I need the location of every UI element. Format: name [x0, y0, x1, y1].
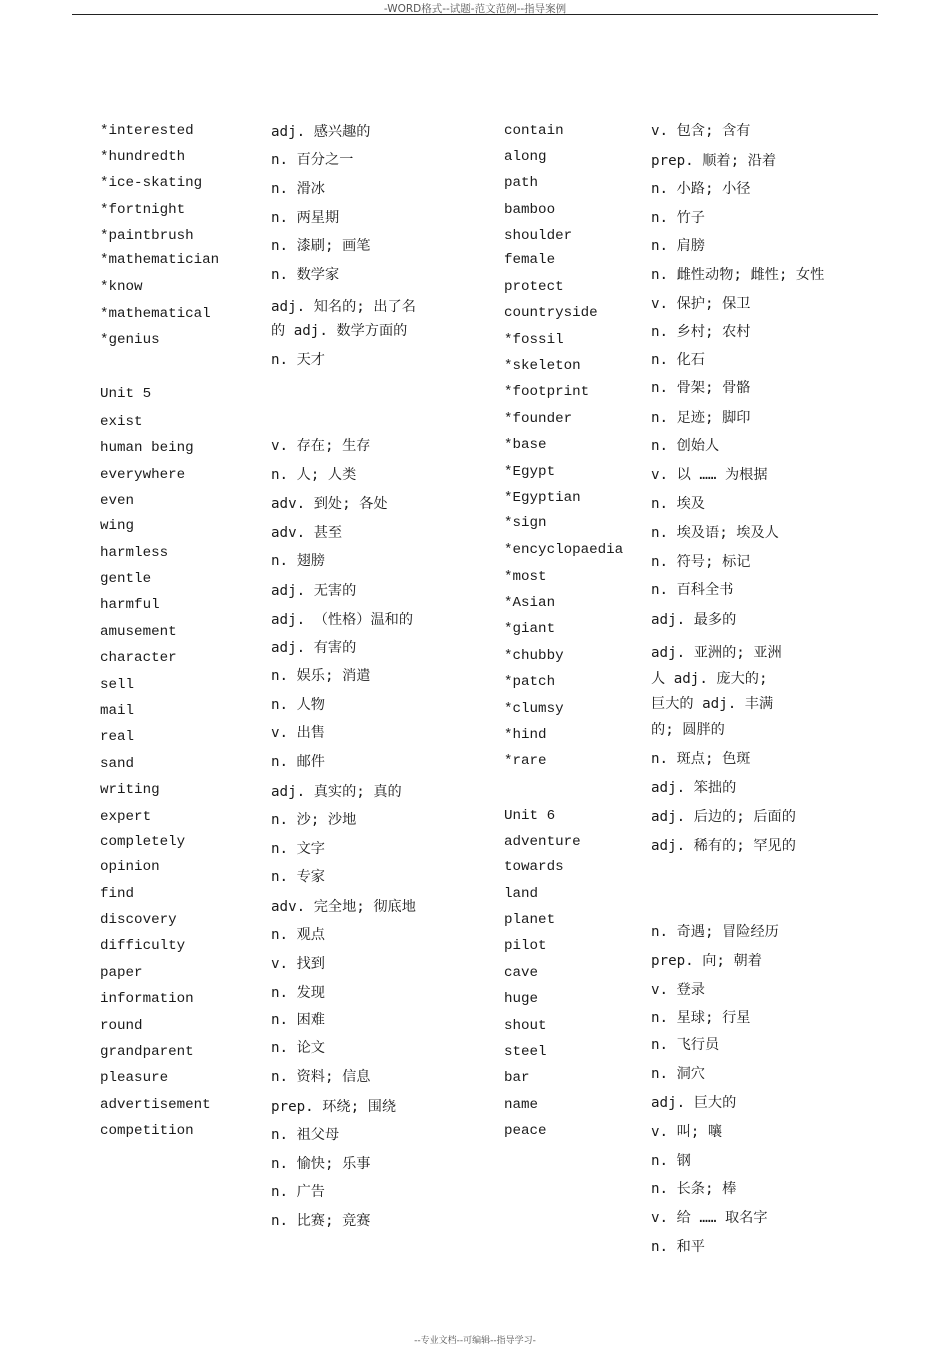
- vocab-definition: n. 洞穴: [651, 1066, 705, 1082]
- vocab-word: bar: [504, 1070, 530, 1086]
- vocab-word: steel: [504, 1044, 547, 1060]
- vocab-definition: n. 雌性动物; 雌性; 女性: [651, 267, 825, 283]
- vocab-word: even: [100, 493, 135, 509]
- vocab-word: *paintbrush: [100, 228, 194, 244]
- vocab-definition: n. 乡村; 农村: [651, 324, 751, 340]
- vocab-word: *clumsy: [504, 701, 564, 717]
- vocab-definition: n. 文字: [271, 841, 325, 857]
- vocab-definition: n. 钢: [651, 1153, 691, 1169]
- vocab-word: land: [504, 886, 539, 902]
- vocab-word: everywhere: [100, 467, 186, 483]
- vocab-definition: 巨大的 adj. 丰满: [651, 696, 774, 712]
- vocab-definition: n. 翅膀: [271, 553, 325, 569]
- vocab-definition: adv. 甚至: [271, 525, 343, 541]
- vocab-definition: n. 足迹; 脚印: [651, 410, 751, 426]
- vocab-definition: n. 广告: [271, 1184, 325, 1200]
- vocab-word: *hind: [504, 727, 547, 743]
- vocab-word: huge: [504, 991, 539, 1007]
- vocab-word: information: [100, 991, 194, 1007]
- vocab-definition: n. 论文: [271, 1040, 325, 1056]
- vocab-word: *mathematical: [100, 306, 211, 322]
- vocab-word: *giant: [504, 621, 556, 637]
- vocab-definition: n. 祖父母: [271, 1127, 340, 1143]
- vocab-word: grandparent: [100, 1044, 194, 1060]
- vocab-definition: v. 找到: [271, 956, 325, 972]
- vocab-definition: n. 人物: [271, 697, 325, 713]
- vocab-word: name: [504, 1097, 539, 1113]
- vocab-word: *founder: [504, 411, 573, 427]
- vocab-word: round: [100, 1018, 143, 1034]
- vocab-word: advertisement: [100, 1097, 211, 1113]
- page-header: [0, 0, 950, 15]
- vocab-word: contain: [504, 123, 564, 139]
- vocab-word: planet: [504, 912, 556, 928]
- vocab-word: peace: [504, 1123, 547, 1139]
- vocab-word: shout: [504, 1018, 547, 1034]
- vocab-definition: adj. 稀有的; 罕见的: [651, 838, 796, 854]
- vocab-word: human being: [100, 440, 194, 456]
- vocab-word: Unit 6: [504, 808, 556, 824]
- vocab-definition: adj. 笨拙的: [651, 780, 737, 796]
- vocab-definition: adj. 有害的: [271, 640, 357, 656]
- vocab-word: bamboo: [504, 202, 556, 218]
- vocab-word: shoulder: [504, 228, 573, 244]
- vocab-definition: n. 奇遇; 冒险经历: [651, 924, 779, 940]
- page-footer: [0, 1333, 950, 1346]
- vocab-definition: adj. 知名的; 出了名: [271, 299, 416, 315]
- vocab-word: expert: [100, 809, 152, 825]
- vocab-word: along: [504, 149, 547, 165]
- vocab-definition: n. 漆刷; 画笔: [271, 238, 371, 254]
- vocab-definition: prep. 向; 朝着: [651, 953, 762, 969]
- vocab-word: countryside: [504, 305, 598, 321]
- vocab-definition: n. 创始人: [651, 438, 720, 454]
- vocab-definition: n. 长条; 棒: [651, 1181, 737, 1197]
- vocab-word: harmful: [100, 597, 160, 613]
- vocab-definition: adj. 亚洲的; 亚洲: [651, 645, 782, 661]
- vocab-word: *rare: [504, 753, 547, 769]
- vocab-word: adventure: [504, 834, 581, 850]
- vocab-word: path: [504, 175, 539, 191]
- vocab-definition: v. 保护; 保卫: [651, 296, 751, 312]
- vocab-definition: adj. 最多的: [651, 612, 737, 628]
- vocab-word: exist: [100, 414, 143, 430]
- vocab-word: real: [100, 729, 135, 745]
- vocab-word: *Asian: [504, 595, 556, 611]
- vocab-definition: n. 天才: [271, 352, 325, 368]
- vocab-word: writing: [100, 782, 160, 798]
- vocab-definition: adj. （性格）温和的: [271, 612, 414, 628]
- vocab-word: Unit 5: [100, 386, 152, 402]
- vocab-definition: 的; 圆胖的: [651, 722, 725, 738]
- vocab-definition: 人 adj. 庞大的;: [651, 671, 768, 687]
- vocab-word: *Egypt: [504, 464, 556, 480]
- vocab-definition: n. 比赛; 竞赛: [271, 1213, 371, 1229]
- vocab-definition: v. 出售: [271, 725, 325, 741]
- vocab-word: *ice-skating: [100, 175, 203, 191]
- vocab-definition: n. 人; 人类: [271, 467, 357, 483]
- vocab-word: difficulty: [100, 938, 186, 954]
- vocab-definition: n. 星球; 行星: [651, 1010, 751, 1026]
- vocab-definition: prep. 环绕; 围绕: [271, 1099, 397, 1115]
- vocab-word: cave: [504, 965, 539, 981]
- vocab-definition: n. 符号; 标记: [651, 554, 751, 570]
- vocab-definition: n. 发现: [271, 985, 325, 1001]
- vocab-definition: n. 斑点; 色斑: [651, 751, 751, 767]
- vocab-definition: n. 愉快; 乐事: [271, 1156, 371, 1172]
- vocab-word: harmless: [100, 545, 169, 561]
- vocab-definition: n. 和平: [651, 1239, 705, 1255]
- vocab-word: sand: [100, 756, 135, 772]
- vocab-word: *sign: [504, 515, 547, 531]
- header-rule: [72, 14, 878, 15]
- vocab-definition: v. 叫; 嚷: [651, 1124, 723, 1140]
- vocab-word: discovery: [100, 912, 177, 928]
- vocab-definition: 的 adj. 数学方面的: [271, 323, 408, 339]
- vocab-word: *footprint: [504, 384, 590, 400]
- vocab-word: competition: [100, 1123, 194, 1139]
- vocab-definition: v. 包含; 含有: [651, 123, 751, 139]
- vocab-definition: n. 资料; 信息: [271, 1069, 371, 1085]
- vocab-word: *chubby: [504, 648, 564, 664]
- header-text: -WORD格式--试题-范文范例--指导案例: [383, 3, 567, 15]
- vocab-word: *most: [504, 569, 547, 585]
- vocab-definition: n. 百分之一: [271, 152, 354, 168]
- vocab-definition: adj. 无害的: [271, 583, 357, 599]
- vocab-word: *skeleton: [504, 358, 581, 374]
- vocab-word: pleasure: [100, 1070, 169, 1086]
- vocab-word: amusement: [100, 624, 177, 640]
- vocab-definition: v. 登录: [651, 982, 705, 998]
- vocab-definition: n. 百科全书: [651, 582, 734, 598]
- vocab-word: *fortnight: [100, 202, 186, 218]
- vocab-definition: n. 娱乐; 消遣: [271, 668, 371, 684]
- vocab-word: find: [100, 886, 135, 902]
- vocab-word: *patch: [504, 674, 556, 690]
- vocab-word: mail: [100, 703, 135, 719]
- vocab-word: sell: [100, 677, 135, 693]
- vocab-definition: n. 骨架; 骨骼: [651, 380, 751, 396]
- vocab-definition: n. 竹子: [651, 210, 705, 226]
- vocab-word: gentle: [100, 571, 152, 587]
- vocab-word: completely: [100, 834, 186, 850]
- vocab-word: *fossil: [504, 332, 564, 348]
- vocab-definition: n. 滑冰: [271, 181, 325, 197]
- vocab-definition: adj. 巨大的: [651, 1095, 737, 1111]
- vocab-definition: n. 邮件: [271, 754, 325, 770]
- vocab-word: *genius: [100, 332, 160, 348]
- vocab-definition: v. 存在; 生存: [271, 438, 371, 454]
- vocab-definition: adj. 真实的; 真的: [271, 784, 402, 800]
- vocab-definition: n. 埃及: [651, 496, 705, 512]
- vocab-definition: n. 飞行员: [651, 1037, 720, 1053]
- vocab-word: female: [504, 252, 556, 268]
- vocab-definition: n. 数学家: [271, 267, 340, 283]
- vocab-word: *hundredth: [100, 149, 186, 165]
- footer-text: --专业文档--可编辑--指导学习-: [414, 1336, 536, 1346]
- vocab-word: *encyclopaedia: [504, 542, 624, 558]
- vocab-definition: n. 肩膀: [651, 238, 705, 254]
- vocab-word: protect: [504, 279, 564, 295]
- vocab-definition: v. 给 …… 取名字: [651, 1210, 768, 1226]
- vocab-definition: n. 两星期: [271, 210, 340, 226]
- vocab-word: pilot: [504, 938, 547, 954]
- vocab-word: paper: [100, 965, 143, 981]
- vocab-word: towards: [504, 859, 564, 875]
- vocab-definition: prep. 顺着; 沿着: [651, 153, 777, 169]
- vocab-word: opinion: [100, 859, 160, 875]
- vocab-word: character: [100, 650, 177, 666]
- vocab-definition: n. 化石: [651, 352, 705, 368]
- vocab-definition: n. 埃及语; 埃及人: [651, 525, 779, 541]
- vocab-word: *know: [100, 279, 143, 295]
- vocab-definition: n. 困难: [271, 1012, 325, 1028]
- vocab-definition: n. 小路; 小径: [651, 181, 751, 197]
- vocab-definition: v. 以 …… 为根据: [651, 467, 768, 483]
- vocab-definition: adv. 到处; 各处: [271, 496, 388, 512]
- vocab-word: wing: [100, 518, 135, 534]
- vocab-word: *mathematician: [100, 252, 220, 268]
- vocab-definition: adv. 完全地; 彻底地: [271, 899, 416, 915]
- vocab-word: *base: [504, 437, 547, 453]
- vocab-definition: n. 沙; 沙地: [271, 812, 357, 828]
- vocab-definition: n. 观点: [271, 927, 325, 943]
- vocab-definition: adj. 感兴趣的: [271, 124, 371, 140]
- vocab-word: *Egyptian: [504, 490, 581, 506]
- vocab-word: *interested: [100, 123, 194, 139]
- vocab-definition: adj. 后边的; 后面的: [651, 809, 796, 825]
- vocab-definition: n. 专家: [271, 869, 325, 885]
